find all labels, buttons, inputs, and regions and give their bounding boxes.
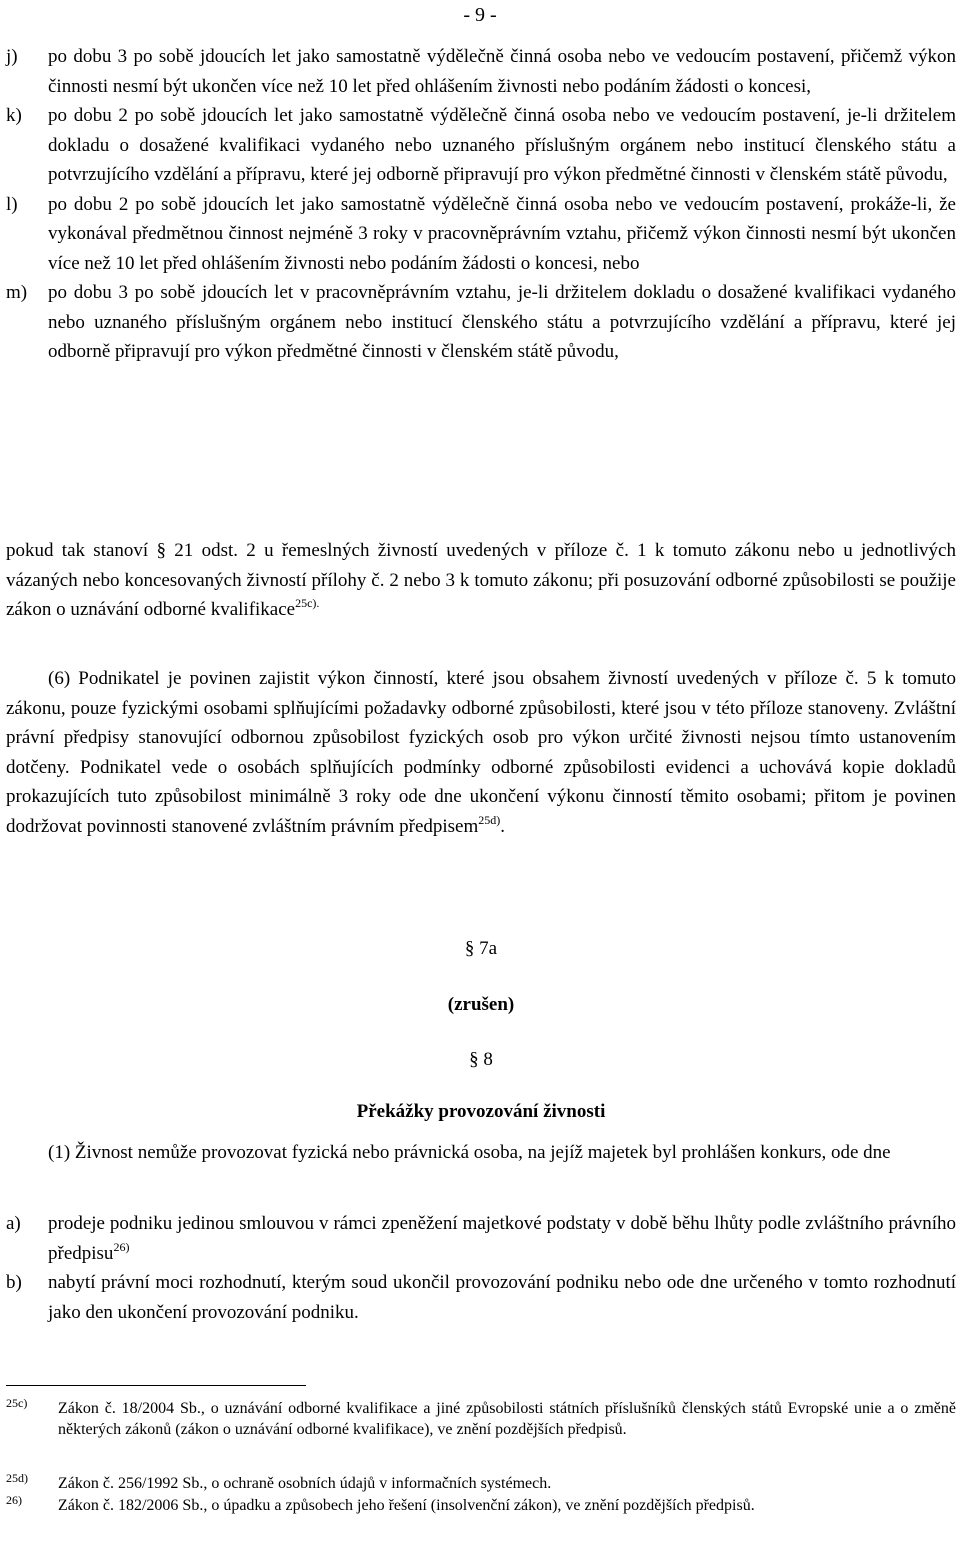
footnote-mark: 25d) (6, 1471, 28, 1485)
section-7a-status: (zrušen) (447, 994, 515, 1015)
section-8-heading: § 8 (469, 1049, 493, 1070)
list-marker: b) (6, 1272, 22, 1293)
list-item-j (6, 42, 956, 101)
paragraph-text: (6) Podnikatel je povinen zajistit výkon činností, které jsou obsahem živností uvedených v příloze č. 5 k tomuto zákonu, pouze fyzickými osobami splňujícími požadavky odborné způsobilosti, které jsou v této příloze stanoveny. Zvláštní právní předpisy stanovující odbornou způsobilost fyzických osob pro výkon určité živnosti nejsou tímto ustanovením dotčeny. Podnikatel vede o osobách splňujících podmínky odborné způsobilosti evidenci a uchovává kopie dokladů prokazujících tuto způsobilost minimálně 3 roky ode dne ukončení výkonu činností těmito osobami; přitom je povinen dodržovat povinnosti stanovené zvláštním právním předpisem (6, 668, 956, 837)
qualification-list (6, 42, 956, 367)
list-marker: a) (6, 1213, 21, 1234)
list-marker: m) (6, 282, 28, 303)
list-item-text: po dobu 3 po sobě jdoucích let v pracovněprávním vztahu, je-li držitelem dokladu o dosažené kvalifikaci vydaného nebo uznaného příslušným orgánem nebo institucí členského státu a potvrzujícího vzdělání a přípravu, které jej odborně připravují pro výkon předmětné činnosti v členském státě původu, (48, 282, 956, 362)
list-item-l (6, 190, 956, 279)
list-marker: j) (6, 46, 18, 67)
list-item-text: nabytí právní moci rozhodnutí, kterým soud ukončil provozování podniku nebo ode dne určeného v tomto rozhodnutí jako den ukončení provozování podniku. (48, 1272, 956, 1323)
list-item-m (6, 278, 956, 367)
paragraph-pokud (6, 536, 956, 625)
paragraph-end: . (500, 815, 506, 837)
footnote-ref: 26) (113, 1239, 130, 1254)
list-item-b (6, 1268, 956, 1327)
footnote-mark: 26) (6, 1493, 22, 1507)
list-item-text: prodeje podniku jedinou smlouvou v rámci zpeněžení majetkové podstaty v době běhu lhůty podle zvláštního právního předpisu (48, 1213, 956, 1264)
footnote-25d (6, 1473, 956, 1494)
list-item-text: po dobu 2 po sobě jdoucích let jako samostatně výdělečně činná osoba nebo ve vedoucím postavení, prokáže-li, že vykonával předmětnou činnost nejméně 3 roky v pracovněprávním vztahu, přičemž výkon činnosti nesmí být ukončen více než 10 let před ohlášením živnosti nebo podáním žádosti o koncesi, nebo (48, 193, 956, 274)
footnote-ref: 25c). (295, 596, 320, 610)
list-item-text: po dobu 2 po sobě jdoucích let jako samostatně výdělečně činná osoba nebo ve vedoucím postavení, je-li držitelem dokladu o dosažené kvalifikaci vydaného nebo uznaného příslušným orgánem nebo institucí členského státu a potvrzujícího vzdělání a přípravu, které jej odborně připravují pro výkon předmětné činnosti v členském státě původu, (48, 105, 956, 185)
list-item-a (6, 1209, 956, 1268)
section-7a-heading: § 7a (464, 938, 498, 959)
section-8-title: Překážky provozování živnosti (356, 1101, 606, 1122)
footnote-text: Zákon č. 256/1992 Sb., o ochraně osobních údajů v informačních systémech. (58, 1475, 552, 1492)
paragraph-text: pokud tak stanoví § 21 odst. 2 u řemeslných živností uvedených v příloze č. 1 k tomuto zákonu nebo u jednotlivých vázaných nebo koncesovaných živností přílohy č. 2 nebo 3 k tomuto zákonu; při posuzování odborné způsobilosti se použije zákon o uznávání odborné kvalifikace (6, 540, 956, 620)
page-number: - 9 - (463, 4, 497, 26)
footnote-25c (6, 1398, 956, 1440)
bankruptcy-list (6, 1209, 956, 1327)
list-item-k (6, 101, 956, 190)
list-item-text: po dobu 3 po sobě jdoucích let jako samostatně výdělečně činná osoba nebo ve vedoucím postavení, přičemž výkon činnosti nesmí být ukončen více než 10 let před ohlášením živnosti nebo podáním žádosti o koncesi, (48, 46, 956, 97)
paragraph-6 (6, 664, 956, 841)
list-marker: k) (6, 105, 22, 126)
paragraph-8-1: (1) Živnost nemůže provozovat fyzická nebo právnická osoba, na jejíž majetek byl prohlášen konkurs, ode dne (48, 1142, 891, 1163)
footnote-separator (6, 1385, 306, 1386)
footnote-ref: 25d) (478, 812, 501, 827)
footnote-26 (6, 1495, 956, 1516)
footnote-text: Zákon č. 18/2004 Sb., o uznávání odborné kvalifikace a jiné způsobilosti státních příslušníků členských států Evropské unie a o změně některých zákonů (zákon o uznávání odborné kvalifikace), ve znění pozdějších předpisů. (58, 1400, 956, 1438)
footnote-text: Zákon č. 182/2006 Sb., o úpadku a způsobech jeho řešení (insolvenční zákon), ve znění pozdějších předpisů. (58, 1497, 755, 1514)
footnote-mark: 25c) (6, 1396, 28, 1410)
list-marker: l) (6, 193, 18, 215)
